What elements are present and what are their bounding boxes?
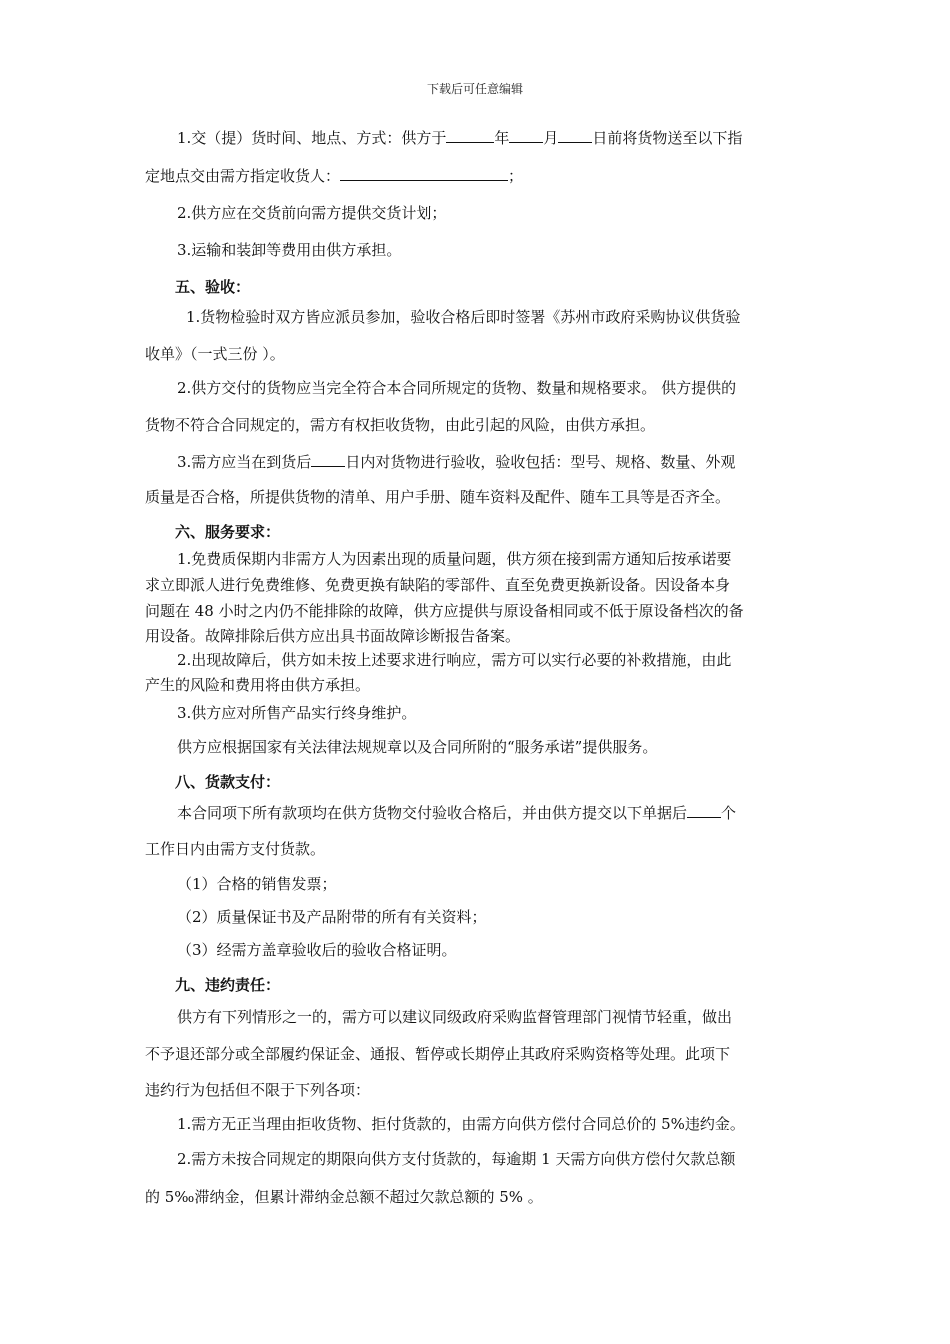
payment-para-line-1 bbox=[177, 802, 736, 823]
service-item-1-line-3: 问题在 48 小时之内仍不能排除的故障，供方应提供与原设备相同或不低于原设备档次的备 bbox=[145, 602, 744, 620]
delivery-item-1-text-a: 1.交（提）货时间、地点、方式：供方于 bbox=[177, 129, 447, 147]
delivery-item-1-text-b: 日前将货物送至以下指 bbox=[592, 129, 743, 147]
section-9-title: 九、违约责任： bbox=[175, 976, 281, 994]
day-blank bbox=[558, 127, 592, 143]
service-item-1-line-1: 1.免费质保期内非需方人为因素出现的质量问题，供方须在接到需方通知后按承诺要 bbox=[177, 550, 732, 568]
delivery-item-1-line-2 bbox=[145, 165, 523, 186]
acceptance-item-3-line-2: 质量是否合格，所提供货物的清单、用户手册、随车资料及配件、随车工具等是否齐全。 bbox=[145, 488, 731, 506]
page-header: 下载后可任意编辑 bbox=[426, 82, 523, 96]
section-6-title: 六、服务要求： bbox=[175, 523, 281, 541]
acceptance-item-2-line-2: 货物不符合合同规定的，需方有权拒收货物，由此引起的风险，由供方承担。 bbox=[145, 416, 656, 434]
service-item-1-line-4: 用设备。故障排除后供方应出具书面故障诊断报告备案。 bbox=[145, 627, 521, 645]
liability-para-line-3: 违约行为包括但不限于下列各项： bbox=[145, 1081, 371, 1099]
delivery-item-2: 2.供方应在交货前向需方提供交货计划； bbox=[177, 204, 447, 222]
liability-para-line-2: 不予退还部分或全部履约保证金、通报、暂停或长期停止其政府采购资格等处理。此项下 bbox=[145, 1045, 731, 1063]
receiver-blank bbox=[340, 165, 508, 181]
acceptance-item-3-text-a: 3.需方应当在到货后 bbox=[177, 453, 312, 471]
year-label: 年 bbox=[494, 129, 510, 147]
delivery-item-1-text-c: 定地点交由需方指定收货人： bbox=[145, 167, 341, 185]
payment-doc-3: （3）经需方盖章验收后的验收合格证明。 bbox=[177, 941, 457, 959]
acceptance-item-1-line-1: 1.货物检验时双方皆应派员参加，验收合格后即时签署《苏州市政府采购协议供货验 bbox=[186, 308, 741, 326]
service-item-3: 3.供方应对所售产品实行终身维护。 bbox=[177, 704, 417, 722]
delivery-item-1-line-1 bbox=[177, 127, 742, 148]
service-commitment: 供方应根据国家有关法律法规规章以及合同所附的“服务承诺”提供服务。 bbox=[177, 738, 658, 756]
workdays-blank bbox=[687, 802, 721, 818]
liability-item-1: 1.需方无正当理由拒收货物、拒付货款的，由需方向供方偿付合同总价的 5%违约金。 bbox=[177, 1115, 745, 1133]
payment-para-text-a: 本合同项下所有款项均在供方货物交付验收合格后，并由供方提交以下单据后 bbox=[177, 804, 688, 822]
payment-para-line-2: 工作日内由需方支付货款。 bbox=[145, 840, 326, 858]
acceptance-item-3-text-b: 日内对货物进行验收，验收包括：型号、规格、数量、外观 bbox=[345, 453, 736, 471]
service-item-2-line-1: 2.出现故障后，供方如未按上述要求进行响应，需方可以实行必要的补救措施，由此 bbox=[177, 651, 732, 669]
acceptance-item-3-line-1 bbox=[177, 451, 735, 472]
acceptance-item-1-line-2: 收单》（一式三份 ）。 bbox=[145, 345, 285, 363]
section-5-title: 五、验收： bbox=[175, 278, 251, 296]
liability-item-2-line-1: 2.需方未按合同规定的期限向供方支付货款的，每逾期 1 天需方向供方偿付欠款总额 bbox=[177, 1150, 736, 1168]
delivery-item-1-end: ； bbox=[508, 167, 524, 185]
section-8-title: 八、货款支付： bbox=[175, 773, 281, 791]
liability-para-line-1: 供方有下列情形之一的，需方可以建议同级政府采购监督管理部门视情节轻重，做出 bbox=[177, 1008, 733, 1026]
acceptance-item-2-line-1: 2.供方交付的货物应当完全符合本合同所规定的货物、数量和规格要求。 供方提供的 bbox=[177, 379, 737, 397]
payment-doc-2: （2）质量保证书及产品附带的所有有关资料； bbox=[177, 908, 487, 926]
payment-doc-1: （1）合格的销售发票； bbox=[177, 875, 337, 893]
payment-para-text-b: 个 bbox=[721, 804, 737, 822]
service-item-1-line-2: 求立即派人进行免费维修、免费更换有缺陷的零部件、直至免费更换新设备。因设备本身 bbox=[145, 576, 731, 594]
days-blank bbox=[311, 451, 345, 467]
month-blank bbox=[509, 127, 543, 143]
liability-item-2-line-2: 的 5‰滞纳金，但累计滞纳金总额不超过欠款总额的 5% 。 bbox=[145, 1188, 543, 1206]
year-blank bbox=[446, 127, 494, 143]
month-label: 月 bbox=[543, 129, 559, 147]
delivery-item-3: 3.运输和装卸等费用由供方承担。 bbox=[177, 241, 402, 259]
service-item-2-line-2: 产生的风险和费用将由供方承担。 bbox=[145, 676, 371, 694]
